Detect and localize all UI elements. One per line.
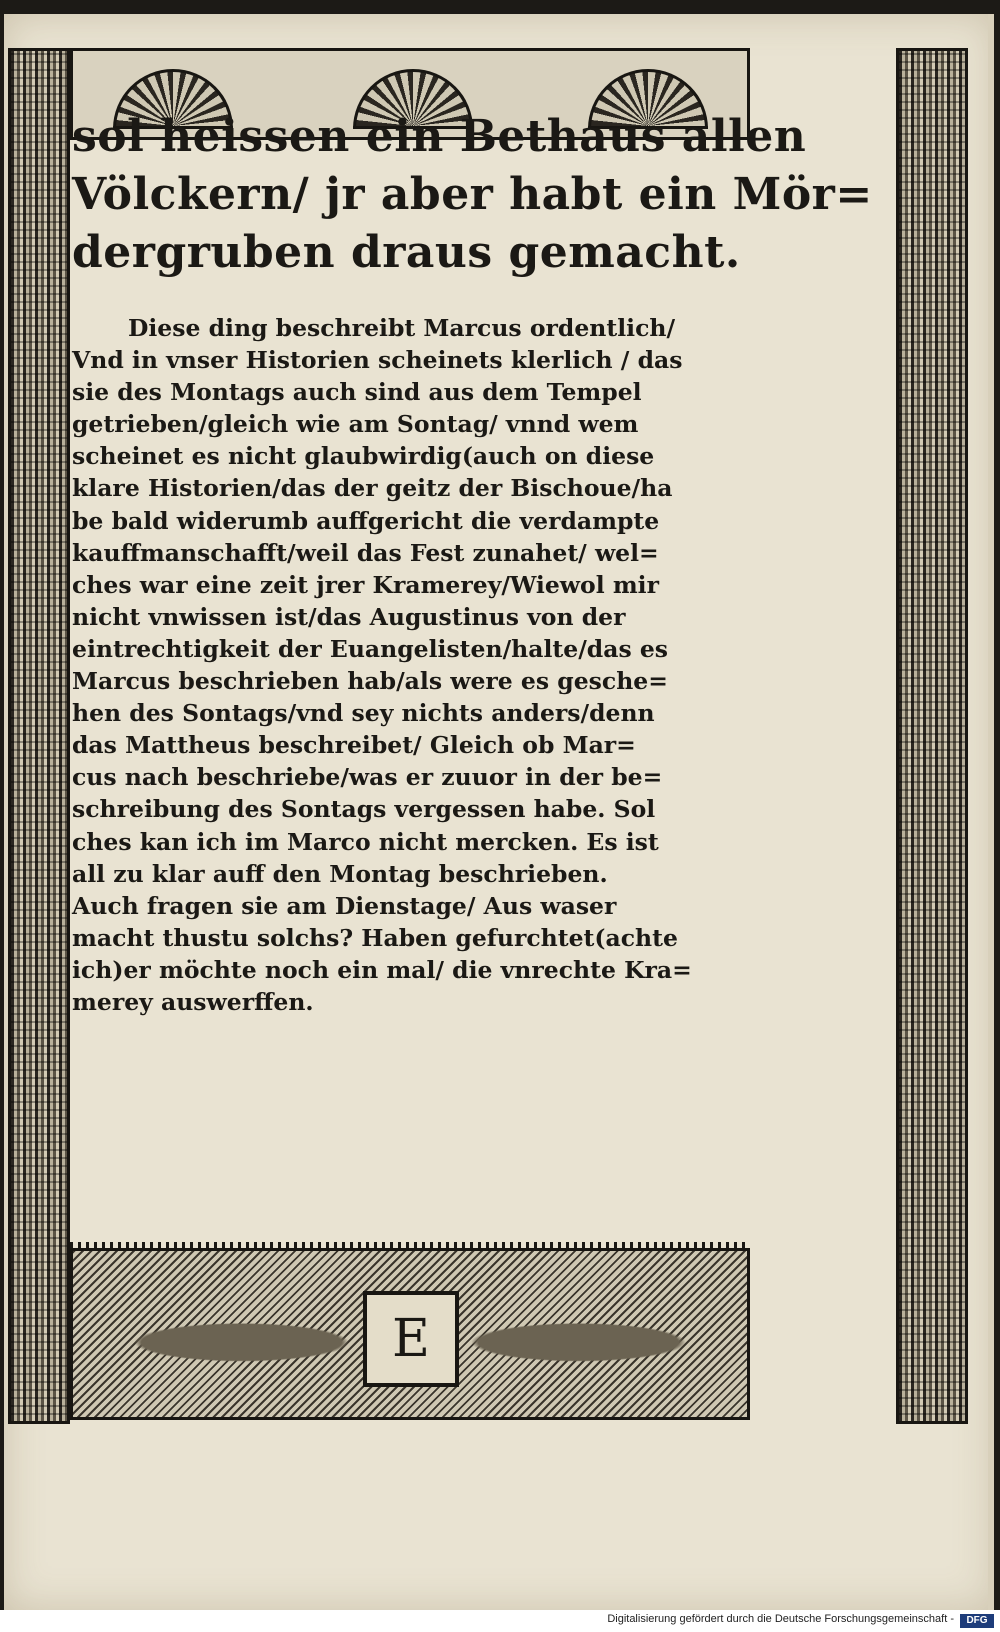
catchword-letter: E [363, 1291, 459, 1387]
body-line: Vnd in vnser Historien scheinets klerlich / das [72, 346, 683, 375]
body-paragraph [72, 312, 722, 1018]
heading-line: dergruben draus gemacht. [72, 227, 741, 278]
body-line: all zu klar auff den Montag beschrieben. [72, 859, 608, 888]
body-line: ich)er möchte noch ein mal/ die vnrechte Kra= [72, 955, 692, 984]
woodcut-border-left [8, 48, 70, 1424]
heading-text [72, 108, 873, 282]
body-line: eintrechtigkeit der Euangelisten/halte/das es [72, 634, 669, 663]
body-line: macht thustu solchs? Haben gefurchtet(achte [72, 923, 678, 952]
heading-line: sol heissen ein Bethaus allen [72, 111, 807, 162]
body-line: getrieben/gleich wie am Sontag/ vnnd wem [72, 410, 639, 439]
body-line: scheinet es nicht glaubwirdig(auch on diese [72, 442, 655, 471]
body-line: merey auswerffen. [72, 987, 314, 1016]
footer-credit: Digitalisierung gefördert durch die Deutsche Forschungsgemeinschaft - [607, 1613, 954, 1625]
footer-bar [0, 1610, 1000, 1632]
body-line: be bald widerumb auffgericht die verdampte [72, 506, 660, 535]
heading-line: Völckern/ jr aber habt ein Mör= [72, 169, 873, 220]
page-edge [988, 14, 994, 1610]
body-line: ches war eine zeit jrer Kramerey/Wiewol mir [72, 570, 659, 599]
body-line: Diese ding beschreibt Marcus ordentlich/ [128, 314, 676, 342]
body-line: hen des Sontags/vnd sey nichts anders/denn [72, 699, 655, 728]
body-line: nicht vnwissen ist/das Augustinus von der [72, 602, 626, 631]
body-line: schreibung des Sontags vergessen habe. Sol [72, 795, 656, 824]
body-line: ches kan ich im Marco nicht mercken. Es ist [72, 827, 659, 856]
text-block [72, 108, 873, 1018]
body-line: Auch fragen sie am Dienstage/ Aus waser [72, 891, 617, 920]
body-line: das Mattheus beschreibet/ Gleich ob Mar= [72, 731, 636, 760]
body-line: cus nach beschriebe/was er zuuor in der be= [72, 763, 663, 792]
body-line: sie des Montags auch sind aus dem Tempel [72, 378, 642, 407]
dfg-logo-icon[interactable]: DFG [960, 1614, 994, 1628]
body-line: Marcus beschrieben hab/als were es gesche= [72, 667, 668, 696]
body-line: kauffmanschafft/weil das Fest zunahet/ wel= [72, 538, 659, 567]
body-line: klare Historien/das der geitz der Bischoue/ha [72, 474, 673, 503]
woodcut-border-right [896, 48, 968, 1424]
woodcut-border-bottom-cherubs [70, 1248, 750, 1420]
